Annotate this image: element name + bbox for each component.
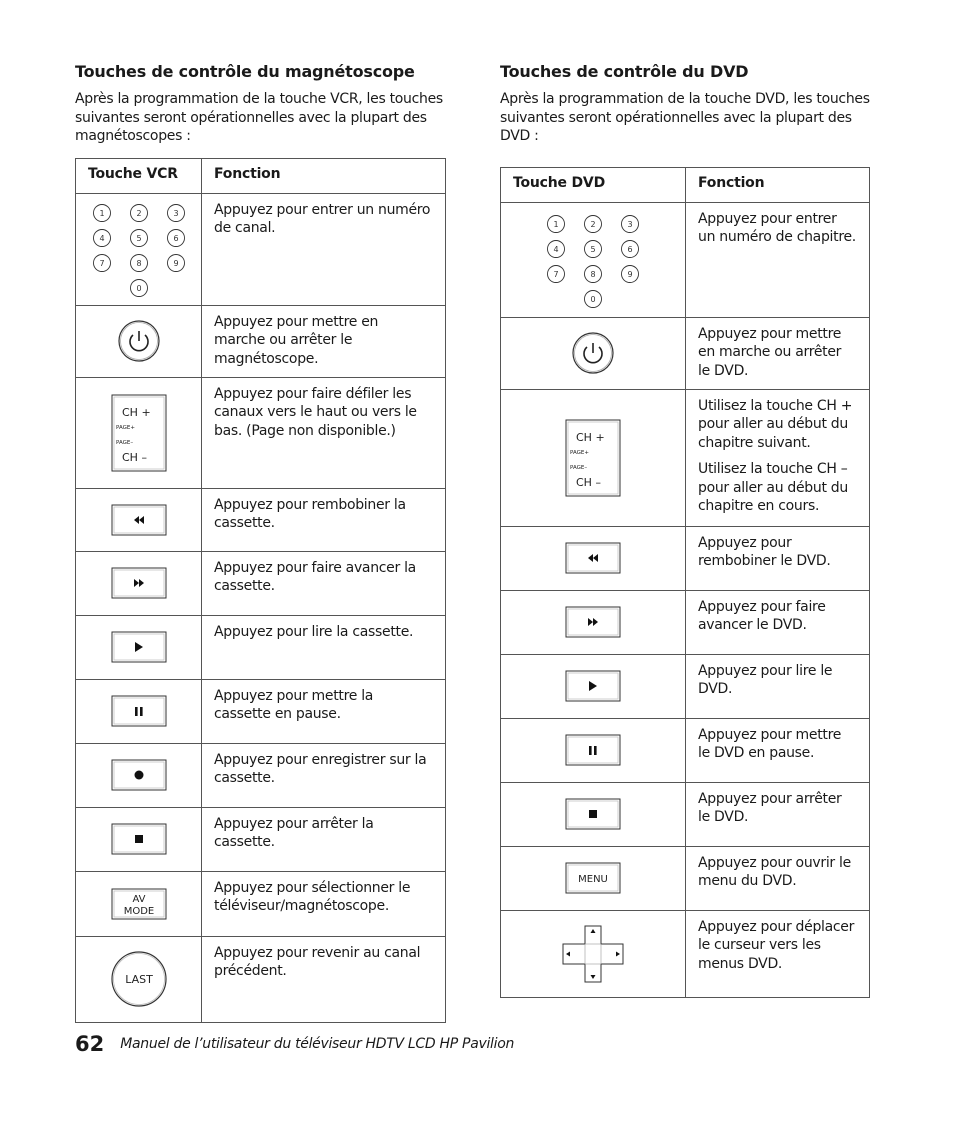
key-cell bbox=[501, 526, 686, 590]
power-icon bbox=[116, 318, 162, 364]
function-text: Appuyez pour revenir au canal précédent. bbox=[214, 944, 421, 979]
av-mode-icon bbox=[110, 887, 168, 921]
function-text: Appuyez pour enregistrer sur la cassette. bbox=[214, 751, 427, 786]
table-row bbox=[501, 526, 870, 590]
fast-forward-icon bbox=[110, 566, 168, 600]
table-row bbox=[76, 193, 446, 305]
function-cell bbox=[686, 389, 870, 526]
page-footer bbox=[75, 1032, 514, 1056]
digit-key bbox=[585, 240, 602, 257]
digit-label: 7 bbox=[553, 269, 559, 279]
function-cell bbox=[202, 377, 446, 488]
function-text: Appuyez pour rembobiner le DVD. bbox=[698, 534, 831, 569]
table-row bbox=[76, 807, 446, 871]
key-cell bbox=[501, 654, 686, 718]
digit-label: 8 bbox=[590, 269, 596, 279]
table-row bbox=[501, 317, 870, 389]
function-text: Appuyez pour mettre le DVD en pause. bbox=[698, 726, 842, 761]
menu-label: MENU bbox=[578, 874, 608, 885]
key-cell bbox=[501, 317, 686, 389]
key-cell bbox=[501, 782, 686, 846]
function-text: Appuyez pour mettre la cassette en pause. bbox=[214, 687, 374, 722]
digit-label: 0 bbox=[135, 284, 142, 293]
table-row bbox=[76, 488, 446, 551]
digit-label: 1 bbox=[98, 209, 105, 218]
function-text: Appuyez pour rembobiner la cassette. bbox=[214, 496, 406, 531]
digit-label: 6 bbox=[627, 244, 633, 254]
key-cell bbox=[501, 202, 686, 317]
function-text: Appuyez pour faire défiler les canaux vers le haut ou vers le bas. (Page non disponible.) bbox=[214, 385, 417, 439]
key-cell bbox=[501, 389, 686, 526]
digit-label: 3 bbox=[627, 219, 633, 229]
function-cell bbox=[202, 871, 446, 936]
table-row bbox=[76, 743, 446, 807]
table-row bbox=[76, 871, 446, 936]
vcr-heading: Touches de contrôle du magnétoscope bbox=[75, 62, 415, 81]
power-icon bbox=[570, 330, 616, 376]
channel-rocker-icon bbox=[110, 393, 168, 473]
play-icon bbox=[564, 669, 622, 703]
play-icon bbox=[110, 630, 168, 664]
page-minus-label: PAGE– bbox=[115, 439, 133, 446]
function-cell bbox=[202, 615, 446, 679]
ch-minus-label: CH – bbox=[576, 475, 601, 489]
table-row bbox=[501, 202, 870, 317]
table-row bbox=[76, 936, 446, 1022]
table-header-row bbox=[501, 167, 870, 202]
digit-label: 9 bbox=[172, 259, 179, 268]
key-cell bbox=[501, 718, 686, 782]
key-cell bbox=[76, 488, 202, 551]
pause-icon bbox=[564, 733, 622, 767]
function-cell bbox=[686, 654, 870, 718]
digit-key bbox=[622, 215, 639, 232]
function-text: Appuyez pour arrêter le DVD. bbox=[698, 790, 842, 825]
digit-key bbox=[167, 255, 184, 272]
key-cell bbox=[76, 615, 202, 679]
digit-key bbox=[93, 255, 110, 272]
ch-plus-label: CH + bbox=[121, 405, 151, 419]
function-text: Appuyez pour déplacer le curseur vers les menus DVD. bbox=[698, 918, 855, 972]
digit-label: 2 bbox=[590, 219, 596, 229]
manual-title: Manuel de l’utilisateur du téléviseur HDTV LCD HP Pavilion bbox=[120, 1036, 515, 1052]
digit-label: 6 bbox=[172, 234, 179, 243]
table-row bbox=[501, 654, 870, 718]
function-text: Utilisez la touche CH + pour aller au début du chapitre suivant. bbox=[698, 397, 853, 451]
key-cell bbox=[76, 551, 202, 615]
function-cell bbox=[202, 679, 446, 743]
digit-label: 0 bbox=[590, 294, 596, 304]
digit-label: 1 bbox=[553, 219, 559, 229]
function-text: Appuyez pour entrer un numéro de canal. bbox=[214, 201, 431, 236]
digit-label: 9 bbox=[627, 269, 633, 279]
function-text: Appuyez pour mettre en marche ou arrêter le DVD. bbox=[698, 325, 842, 379]
key-cell bbox=[76, 377, 202, 488]
vcr-table bbox=[75, 158, 446, 1023]
function-cell bbox=[686, 317, 870, 389]
digit-key bbox=[622, 265, 639, 282]
table-row bbox=[76, 679, 446, 743]
dvd-heading: Touches de contrôle du DVD bbox=[500, 62, 749, 81]
function-text: Appuyez pour sélectionner le téléviseur/magnétoscope. bbox=[214, 879, 411, 914]
digit-key bbox=[93, 230, 110, 247]
stop-icon bbox=[564, 797, 622, 831]
channel-rocker-icon bbox=[564, 418, 622, 498]
direction-pad-icon bbox=[561, 924, 625, 984]
table-row bbox=[76, 377, 446, 488]
vcr-section bbox=[75, 62, 446, 1023]
function-text: Appuyez pour arrêter la cassette. bbox=[214, 815, 374, 850]
table-header-row bbox=[76, 158, 446, 193]
rewind-icon bbox=[564, 541, 622, 575]
digit-key bbox=[585, 290, 602, 307]
digit-key bbox=[130, 230, 147, 247]
key-cell bbox=[501, 910, 686, 997]
ch-minus-label: CH – bbox=[121, 450, 147, 464]
digit-label: 7 bbox=[98, 259, 105, 268]
key-cell bbox=[76, 807, 202, 871]
dvd-intro: Après la programmation de la touche DVD, les touches suivantes seront opérationnelles avec la plupart des DVD : bbox=[500, 91, 870, 144]
digit-key bbox=[585, 215, 602, 232]
function-text: Appuyez pour faire avancer le DVD. bbox=[698, 598, 826, 633]
record-icon bbox=[110, 758, 168, 792]
digit-key bbox=[130, 280, 147, 297]
function-text: Appuyez pour lire la cassette. bbox=[214, 623, 414, 640]
function-cell bbox=[202, 488, 446, 551]
menu-icon bbox=[564, 861, 622, 895]
digit-label: 4 bbox=[98, 234, 105, 243]
function-cell bbox=[686, 910, 870, 997]
digit-key bbox=[548, 265, 565, 282]
function-cell bbox=[686, 846, 870, 910]
function-cell bbox=[686, 718, 870, 782]
digit-label: 4 bbox=[553, 244, 559, 254]
table-row bbox=[76, 305, 446, 377]
table-row bbox=[76, 551, 446, 615]
table-row bbox=[501, 590, 870, 654]
function-cell bbox=[202, 936, 446, 1022]
col-header-function: Fonction bbox=[686, 167, 870, 202]
page-plus-label: PAGE+ bbox=[570, 449, 589, 456]
function-text-2: Utilisez la touche CH – pour aller au début du chapitre en cours. bbox=[698, 461, 848, 514]
digit-label: 5 bbox=[590, 244, 596, 254]
function-cell bbox=[202, 807, 446, 871]
function-text: Appuyez pour mettre en marche ou arrêter le magnétoscope. bbox=[214, 313, 379, 367]
function-text: Appuyez pour ouvrir le menu du DVD. bbox=[698, 854, 851, 889]
page-minus-label: PAGE– bbox=[570, 464, 588, 471]
last-icon bbox=[109, 949, 169, 1009]
function-text: Appuyez pour faire avancer la cassette. bbox=[214, 559, 416, 594]
key-cell bbox=[76, 193, 202, 305]
col-header-function: Fonction bbox=[202, 158, 446, 193]
function-text: Appuyez pour lire le DVD. bbox=[698, 662, 833, 697]
digit-key bbox=[548, 240, 565, 257]
function-cell bbox=[202, 743, 446, 807]
col-header-key: Touche VCR bbox=[76, 158, 202, 193]
digit-key bbox=[585, 265, 602, 282]
pause-icon bbox=[110, 694, 168, 728]
table-row bbox=[501, 389, 870, 526]
key-cell bbox=[76, 743, 202, 807]
fast-forward-icon bbox=[564, 605, 622, 639]
page-number: 62 bbox=[75, 1032, 105, 1056]
digit-label: 3 bbox=[172, 209, 179, 218]
digit-label: 5 bbox=[135, 234, 142, 243]
digit-key bbox=[167, 205, 184, 222]
function-cell bbox=[202, 551, 446, 615]
dvd-section bbox=[500, 62, 870, 998]
table-row bbox=[501, 718, 870, 782]
function-cell bbox=[686, 526, 870, 590]
digit-key bbox=[93, 205, 110, 222]
rewind-icon bbox=[110, 503, 168, 537]
function-text: Appuyez pour entrer un numéro de chapitre. bbox=[698, 210, 856, 245]
vcr-intro: Après la programmation de la touche VCR, les touches suivantes seront opérationnelles avec la plupart des magnétoscopes : bbox=[75, 91, 443, 144]
key-cell bbox=[76, 936, 202, 1022]
table-row bbox=[501, 910, 870, 997]
stop-icon bbox=[110, 822, 168, 856]
function-cell bbox=[686, 202, 870, 317]
ch-plus-label: CH + bbox=[576, 430, 605, 444]
number-keypad-icon bbox=[532, 207, 654, 313]
key-cell bbox=[76, 305, 202, 377]
digit-key bbox=[130, 255, 147, 272]
digit-label: 2 bbox=[135, 209, 142, 218]
function-cell bbox=[686, 590, 870, 654]
dvd-table bbox=[500, 167, 870, 998]
page-plus-label: PAGE+ bbox=[115, 424, 135, 431]
col-header-key: Touche DVD bbox=[501, 167, 686, 202]
key-cell bbox=[501, 590, 686, 654]
table-row bbox=[76, 615, 446, 679]
function-cell bbox=[202, 193, 446, 305]
digit-key bbox=[130, 205, 147, 222]
digit-key bbox=[167, 230, 184, 247]
table-row bbox=[501, 782, 870, 846]
function-cell bbox=[202, 305, 446, 377]
digit-label: 8 bbox=[135, 259, 142, 268]
number-keypad-icon bbox=[78, 196, 200, 302]
mode-label: MODE bbox=[123, 905, 154, 917]
last-label: LAST bbox=[124, 973, 153, 986]
key-cell bbox=[501, 846, 686, 910]
key-cell bbox=[76, 679, 202, 743]
function-cell bbox=[686, 782, 870, 846]
digit-key bbox=[622, 240, 639, 257]
key-cell bbox=[76, 871, 202, 936]
table-row bbox=[501, 846, 870, 910]
digit-key bbox=[548, 215, 565, 232]
av-label: AV bbox=[131, 893, 146, 905]
